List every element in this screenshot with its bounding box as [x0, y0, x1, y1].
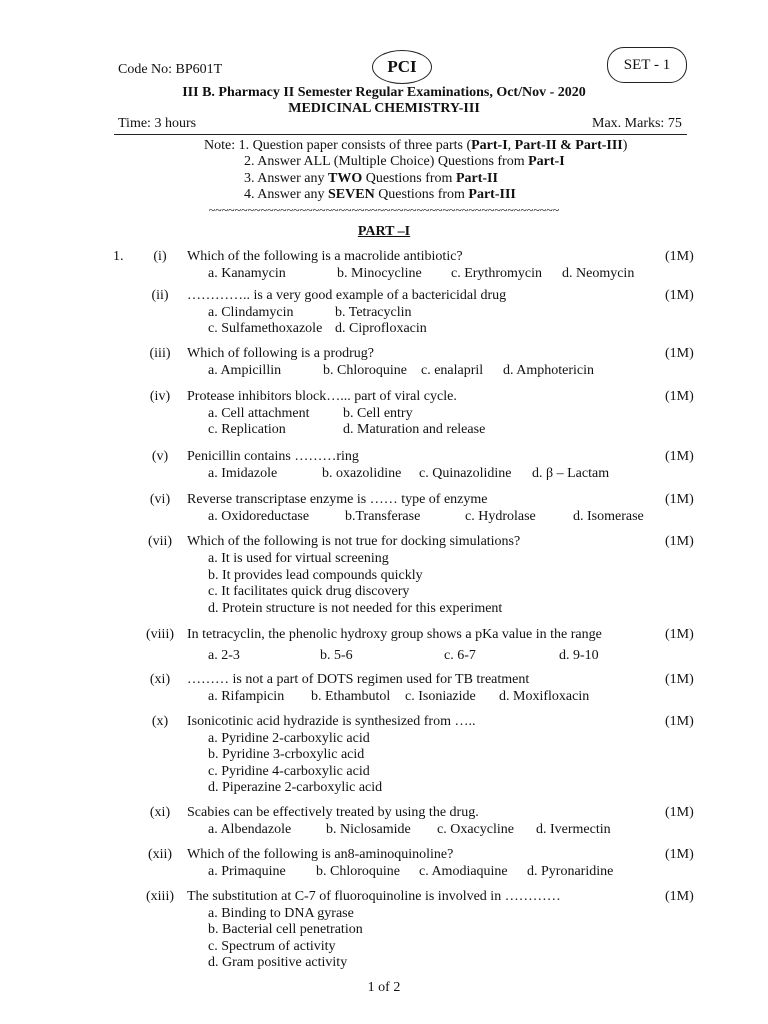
option: d. Neomycin	[562, 266, 635, 281]
tilde-separator: ~~~~~~~~~~~~~~~~~~~~~~~~~~~~~~~~~~~~~~~~~~~~~~~~~~~~~~	[208, 203, 560, 217]
question-text: Which of the following is a macrolide antibiotic?	[187, 249, 463, 264]
question-marks: (1M)	[665, 449, 694, 464]
option: b. Pyridine 3-crboxylic acid	[208, 747, 365, 762]
question-text: Which of following is a prodrug?	[187, 346, 375, 361]
question-marks: (1M)	[665, 889, 694, 904]
option: a. Primaquine	[208, 864, 286, 879]
option: d. Amphotericin	[503, 363, 594, 378]
option: d. β – Lactam	[532, 466, 610, 481]
question-marks: (1M)	[665, 288, 694, 303]
option: b. 5-6	[320, 648, 353, 663]
option: a. Albendazole	[208, 822, 292, 837]
code-number: Code No: BP601T	[118, 62, 223, 77]
option: c. Replication	[208, 422, 286, 437]
option: b.Transferase	[345, 509, 421, 524]
exam-title: III B. Pharmacy II Semester Regular Examinations, Oct/Nov - 2020	[182, 85, 586, 100]
question-number: (xiii)	[146, 889, 174, 904]
question-number: (xii)	[147, 847, 173, 862]
subject-title: MEDICINAL CHEMISTRY-III	[288, 101, 480, 116]
option: c. Isoniazide	[405, 689, 476, 704]
option: c. Quinazolidine	[419, 466, 512, 481]
option: b. oxazolidine	[322, 466, 402, 481]
option: c. Pyridine 4-carboxylic acid	[208, 764, 370, 779]
question-marks: (1M)	[665, 714, 694, 729]
question-text: Which of the following is an8-aminoquinoline?	[187, 847, 454, 862]
option: d. 9-10	[559, 648, 599, 663]
question-text: Isonicotinic acid hydrazide is synthesized from …..	[187, 714, 476, 729]
option: c. 6-7	[444, 648, 476, 663]
option: d. Protein structure is not needed for this experiment	[208, 601, 503, 616]
option: d. Piperazine 2-carboxylic acid	[208, 780, 383, 795]
question-number: (vii)	[147, 534, 173, 549]
option: a. Imidazole	[208, 466, 278, 481]
question-number: (ii)	[151, 288, 169, 303]
option: c. enalapril	[421, 363, 484, 378]
option: a. Pyridine 2-carboxylic acid	[208, 731, 370, 746]
question-main-number: 1.	[113, 249, 124, 264]
time-label: Time: 3 hours	[118, 116, 197, 131]
question-number: (xi)	[149, 672, 171, 687]
question-marks: (1M)	[665, 672, 694, 687]
question-number: (v)	[151, 449, 169, 464]
page-number: 1 of 2	[367, 980, 401, 995]
note-line-1: Note: 1. Question paper consists of three parts (Part-I, Part-II & Part-III)	[204, 138, 628, 153]
option: d. Gram positive activity	[208, 955, 348, 970]
option: b. It provides lead compounds quickly	[208, 568, 423, 583]
option: c. Oxacycline	[437, 822, 514, 837]
question-marks: (1M)	[665, 249, 694, 264]
question-marks: (1M)	[665, 847, 694, 862]
note-line-2: 2. Answer ALL (Multiple Choice) Questions from Part-I	[244, 154, 565, 169]
option: d. Maturation and release	[343, 422, 486, 437]
option: c. Amodiaquine	[419, 864, 508, 879]
question-marks: (1M)	[665, 627, 694, 642]
question-number: (viii)	[146, 627, 174, 642]
option: d. Ivermectin	[536, 822, 611, 837]
question-text: Protease inhibitors block…... part of viral cycle.	[187, 389, 457, 404]
question-marks: (1M)	[665, 534, 694, 549]
option: a. Clindamycin	[208, 305, 294, 320]
question-number: (xi)	[149, 805, 171, 820]
question-marks: (1M)	[665, 389, 694, 404]
option: a. Oxidoreductase	[208, 509, 310, 524]
question-marks: (1M)	[665, 492, 694, 507]
option: c. It facilitates quick drug discovery	[208, 584, 410, 599]
option: a. Binding to DNA gyrase	[208, 906, 354, 921]
question-number: (vi)	[149, 492, 171, 507]
option: a. 2-3	[208, 648, 240, 663]
header-rule	[114, 134, 687, 135]
option: d. Isomerase	[573, 509, 644, 524]
option: d. Moxifloxacin	[499, 689, 590, 704]
question-text: ………….. is a very good example of a bactericidal drug	[187, 288, 507, 303]
option: a. Rifampicin	[208, 689, 285, 704]
question-text: ……… is not a part of DOTS regimen used for TB treatment	[187, 672, 530, 687]
question-text: Reverse transcriptase enzyme is …… type of enzyme	[187, 492, 488, 507]
option: b. Niclosamide	[326, 822, 411, 837]
question-marks: (1M)	[665, 805, 694, 820]
question-text: Scabies can be effectively treated by using the drug.	[187, 805, 479, 820]
option: b. Chloroquine	[323, 363, 407, 378]
option: c. Sulfamethoxazole	[208, 321, 323, 336]
option: c. Erythromycin	[451, 266, 542, 281]
question-number: (x)	[151, 714, 169, 729]
question-text: Which of the following is not true for docking simulations?	[187, 534, 521, 549]
note-line-4: 4. Answer any SEVEN Questions from Part-III	[244, 187, 516, 202]
option: b. Minocycline	[337, 266, 422, 281]
option: c. Hydrolase	[465, 509, 536, 524]
max-marks-label: Max. Marks: 75	[592, 116, 682, 131]
question-text: The substitution at C-7 of fluoroquinoline is involved in …………	[187, 889, 561, 904]
question-number: (i)	[153, 249, 167, 264]
question-number: (iii)	[149, 346, 171, 361]
option: a. It is used for virtual screening	[208, 551, 389, 566]
option: b. Bacterial cell penetration	[208, 922, 363, 937]
pci-logo-badge: PCI	[372, 50, 432, 84]
option: c. Spectrum of activity	[208, 939, 336, 954]
note-line-3: 3. Answer any TWO Questions from Part-II	[244, 171, 498, 186]
option: a. Ampicillin	[208, 363, 282, 378]
option: b. Tetracyclin	[335, 305, 412, 320]
option: b. Cell entry	[343, 406, 413, 421]
question-text: Penicillin contains ………ring	[187, 449, 359, 464]
question-number: (iv)	[149, 389, 171, 404]
option: b. Chloroquine	[316, 864, 400, 879]
option: b. Ethambutol	[311, 689, 391, 704]
question-text: In tetracyclin, the phenolic hydroxy group shows a pKa value in the range	[187, 627, 602, 642]
question-marks: (1M)	[665, 346, 694, 361]
option: d. Pyronaridine	[527, 864, 614, 879]
set-badge: SET - 1	[607, 47, 687, 83]
option: a. Cell attachment	[208, 406, 310, 421]
option: a. Kanamycin	[208, 266, 286, 281]
option: d. Ciprofloxacin	[335, 321, 427, 336]
part-title: PART –I	[357, 224, 411, 239]
